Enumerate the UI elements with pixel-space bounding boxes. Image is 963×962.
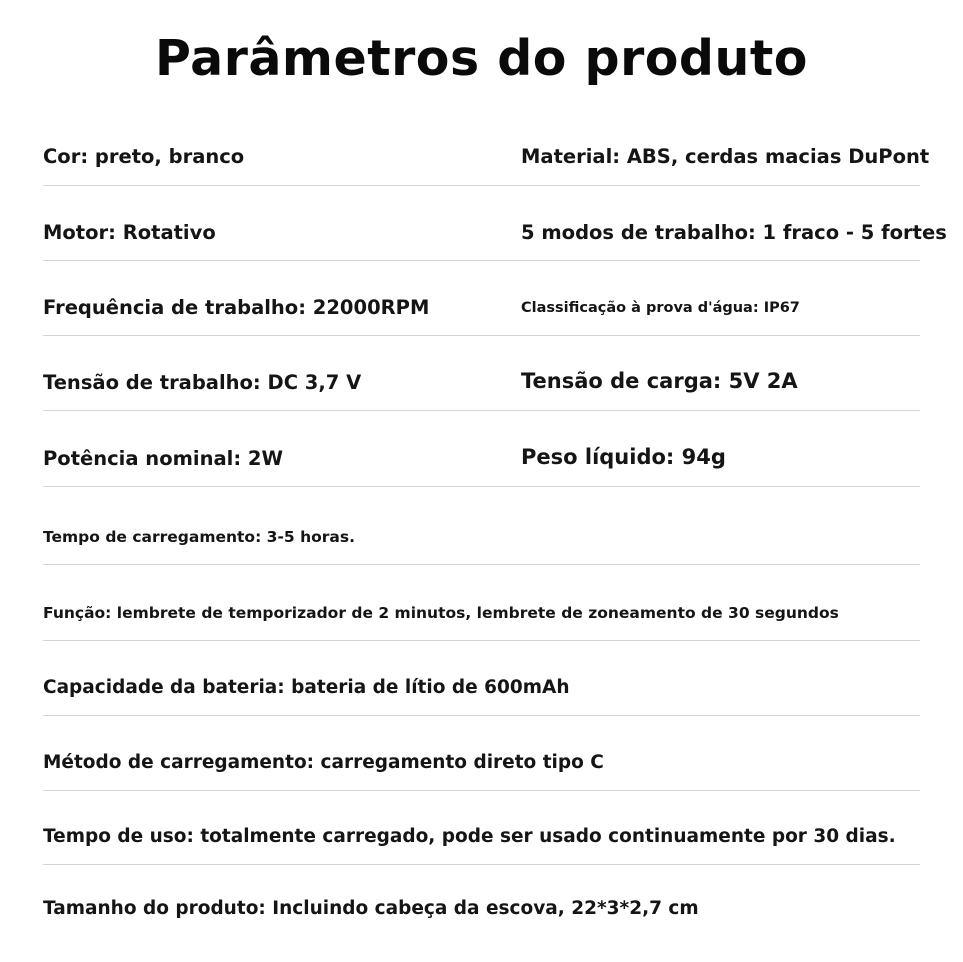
spec-row-battery [43,640,920,716]
spec-waterproof: Classificação à prova d'água: IP67 [521,300,800,316]
spec-net-weight: Peso líquido: 94g [521,445,726,469]
spec-working-voltage: Tensão de trabalho: DC 3,7 V [43,371,362,394]
spec-charging-time: Tempo de carregamento: 3-5 horas. [43,528,355,546]
spec-frequency: Frequência de trabalho: 22000RPM [43,296,430,319]
spec-color: Cor: preto, branco [43,145,245,168]
spec-usage-time: Tempo de uso: totalmente carregado, pode ser usado continuamente por 30 dias. [43,826,896,847]
spec-product-size: Tamanho do produto: Incluindo cabeça da escova, 22*3*2,7 cm [43,898,699,919]
spec-function: Função: lembrete de temporizador de 2 minutos, lembrete de zoneamento de 30 segundos [43,604,839,622]
spec-battery-capacity: Capacidade da bateria: bateria de lítio de 600mAh [43,677,570,698]
spec-charge-voltage: Tensão de carga: 5V 2A [521,369,798,393]
spec-row-charging-time [43,486,920,565]
spec-material: Material: ABS, cerdas macias DuPont [521,145,930,168]
spec-rated-power: Potência nominal: 2W [43,447,283,470]
spec-row-power-weight [43,410,920,487]
spec-row-color-material [43,110,930,186]
page-title: Parâmetros do produto [155,30,808,87]
spec-work-modes: 5 modos de trabalho: 1 fraco - 5 fortes [521,221,947,244]
spec-row-product-size [43,864,920,944]
spec-motor: Motor: Rotativo [43,221,216,244]
spec-row-charging-method [43,715,920,791]
spec-row-function [43,564,920,641]
spec-row-motor-modes [43,185,947,261]
spec-charging-method: Método de carregamento: carregamento direto tipo C [43,752,604,773]
spec-row-usage-time [43,790,920,865]
spec-row-voltage-charge [43,335,920,411]
spec-row-frequency-waterproof [43,260,920,336]
